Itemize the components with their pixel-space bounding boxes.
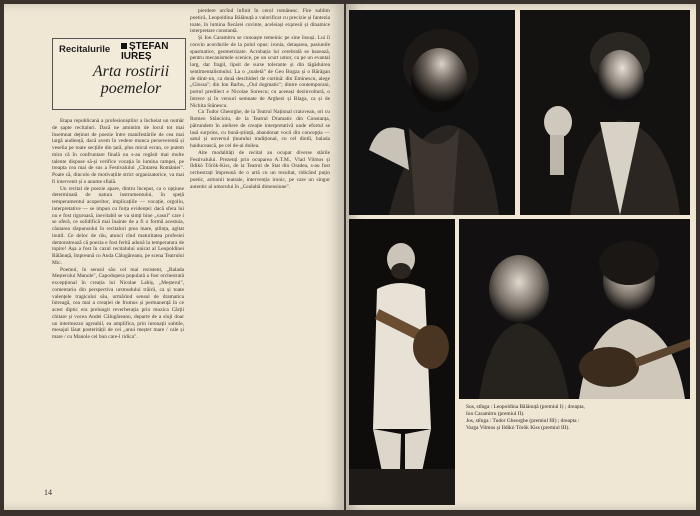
photo-caption [466,404,590,432]
photo-tudor-gheorghe-image [349,219,455,505]
page-number: 14 [44,488,52,497]
photo-leopoldina-balanuta-image [349,10,515,215]
author-text: ȘTEFAN IUREȘ [121,41,169,62]
photo-varga-vilmos-torok-kiss-image [459,219,690,399]
photo-leopoldina-balanuta [349,10,515,215]
paragraph: Alte modalități de recital au ocupat diverse stările Festivalului. Prezenți prin ocuparea A.T.M., Vlad Vilmos și Ildikó Török-Kiss, de la Teatrul de Stat din Oradea, s-au fost orchestrați împreună de o artă cu un rezultat, ridicând puțin poetic, armonii teatrale, intervenția ironic, pe care un singur autentic al umorului în „Cealaltă dimensiune". [190,149,330,190]
rubric-label: Recitalurile [59,44,111,55]
left-page [4,4,344,510]
photo-ion-caramitru-image [520,10,690,215]
paragraph: Etapa republicană a profesioniștilor a încheiat un număr de șapte recitaluri. Dacă ne amintim de locul tot mai însemnat deținut de poezie între manifestările de cea mai largă audiență, dacă avem în vedere munca perseverentă și veselia pe toate secțiile din țară, plus micul ecran, ce putem mira că în confruntare finală nu s-au regăsit mai multe talente dispuse să-și verifice vocația în lumina rampei, pe treapta cea mai de sus a Festivalului „Cîntarea României". Poate că, dincolo de motivațiile strict organizatorice, va mai fi intervenit și o anume sfială. [52,118,184,185]
article-header [52,38,186,110]
text-column-2 [190,8,330,498]
paragraph: Un recital de poezie apare, dintru început, ca o opțiune determinată de natura instrumentului, în speță temperamentul acoperitor, implicațiile — vocație, orgoliu, interpretative — se impun cu forța evidenței: dacă sfera lui nu e fost riguroasă, inevitabil se va simți bine „vasul" care i se oferă, ce solidifică mai înainte de a fi o formă acestuia, căutarea răspunsului în recitaluri prea mare, știința, agitat inutil. Ce deloc de rău, atunci cînd maturitatea profesiei demonstrează că poezia e fost ferită adună la temperatura de topire! Așa a fost în cazul recitalului unicat al Leopoldinei Bălănuță, împreună cu Anda Călugăreanu, pe scena Teatrului Mic. [52,185,184,266]
paragraph: Cu Tudor Gheorghe, de la Teatrul Național craiovean, ori cu Romeo Stăncioiu, de la Teatrul Dramatic din Constanța, pătrundem în ateliere de creație interpretativă unde efortul se lasă surprins, cu bună-știință, abandonat vocii din concepția — satul și unversul ținutului tradițional, cu cel dintîi, balada haiducească, pe cel de-al doilea. [190,109,330,149]
author-name [121,42,181,62]
paragraph: Poemul, în sensul său cel mai rezistent, „Balada Meșterului Manole", Capodopera populară a fost orchestrată excepțional în creația lui Nicolae Labiș, „Meșterul", comentariu din perspectiva ursmudului trăirii, ca și toate valențele tragicului său, urmărind sensul de dramatica întreagă, cea mai a creației de frumos și permanență în ce acest diptic era prelungit reverberația prin muzica Cărții chitare și vocea Andei Călugăreanu, departe de a sluji doar un intermezzo agreabil, ea amplifica, prin intonații subtile, mesajul lăsat posterității de cei „unui meșter mare / cale și mare / cu Manole cel bun care-l ridica". [52,266,184,340]
article-title: Arta rostirii poemelor [92,63,170,97]
photo-ion-caramitru [520,10,690,215]
caption-line: Jos, stînga : Tudor Gheorghe (premiul III) ; dreapta : Varga Vilmos și Ildikó Török Kiss (premiul III). [466,418,580,431]
photo-varga-vilmos-torok-kiss [459,219,690,399]
paragraph: Și Ion Caramitru se cunoaște temeinic pe sine însuși. Lui îi convin acordurile de la polul opus: ironia, detașarea, pasiunile spasmatice, geometrizate. Acrobația lui cerebrală se bazează, pentru mecanismele scenice, pe un scurt umor, ca pe un evantai larg, dar fragil, lipsit de surse tolerante și din tăgăduirea sentimentalismului. La o „toaletă" de Geo Bogza și o Bărăgan de dintr-un, ca două deschideri de cortină: din Eminescu, alege „Glossa"; din Ion Barbu, „Oul dogmatic"; dintre contemporani, portul predilect e Nicolae Sorescu; cu aceeași dezinvoltură, o întrece și în versuri semnate de Arghezi și Blaga, ca și de Nichita Stănescu. [190,35,330,109]
caption-line: Sus, stînga : Leopoldina Bălănuță (premiul I) ; dreapta, Ion Caramitru (premiul II). [466,404,585,417]
paragraph: pierdere urcînd infinit în cerul românesc. Fire sublim poetică, Leopoldina Bălănuță a valorificat cu precizie și fantezia toate, în lumina fiecărei cuvinte, aceleiași expresii și dinamice interpretare constantă. [190,8,330,35]
square-bullet-icon [121,43,127,49]
photo-tudor-gheorghe [349,219,455,505]
text-column-1 [52,118,184,498]
